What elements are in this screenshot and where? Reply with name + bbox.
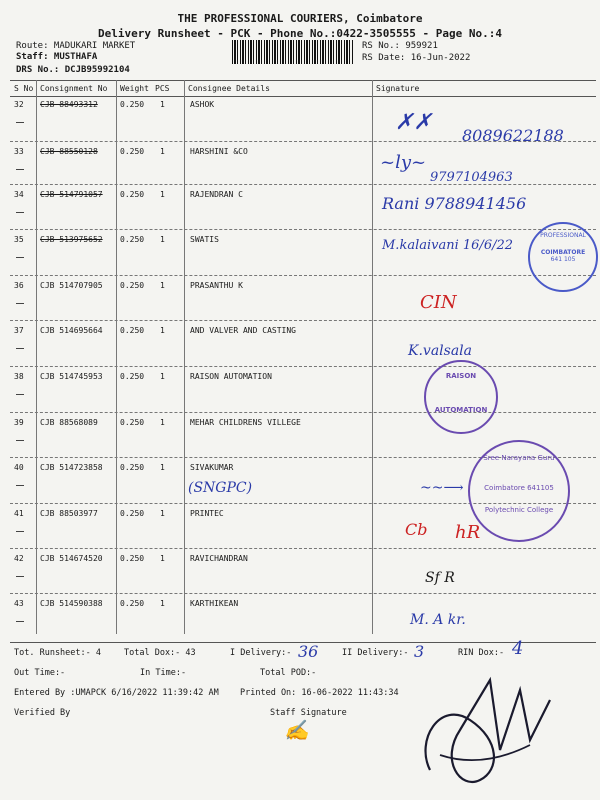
i-delivery-label: I Delivery:-	[230, 648, 292, 658]
college-stamp	[468, 440, 570, 542]
row-pcs: 1	[160, 326, 165, 335]
row-mark	[16, 303, 24, 304]
row-weight: 0.250	[120, 326, 145, 335]
total-dox: Total Dox:- 43	[124, 648, 196, 658]
col-header-pcs: PCS	[155, 84, 170, 93]
col-header-weight: Weight	[120, 84, 149, 93]
row-separator	[10, 229, 596, 230]
row-sno: 40	[14, 463, 24, 472]
row-sno: 33	[14, 147, 24, 156]
stamp-text: Polytechnic College	[484, 506, 554, 514]
row-consignment-no: CJB 514745953	[40, 372, 103, 381]
row-consignee: KARTHIKEAN	[190, 599, 239, 608]
col-header-signature: Signature	[376, 84, 420, 93]
handwritten-note: 9797104963	[430, 170, 513, 185]
out-time: Out Time:-	[14, 668, 66, 678]
row-pcs: 1	[160, 463, 165, 472]
company-title: THE PROFESSIONAL COURIERS, Coimbatore	[177, 12, 423, 25]
row-separator	[10, 593, 596, 594]
row-consignee: HARSHINI &CO	[190, 147, 248, 156]
row-pcs: 1	[160, 281, 165, 290]
i-delivery-value: 36	[298, 642, 319, 661]
col-divider	[36, 80, 37, 634]
row-separator	[10, 366, 596, 367]
stamp-text: Sree Narayana Guru	[483, 454, 555, 462]
table-top-rule	[10, 80, 596, 81]
row-consignee: SWATIS	[190, 235, 219, 244]
row-consignment-no: CJB 514674520	[40, 554, 103, 563]
runsheet-subtitle: Delivery Runsheet - PCK - Phone No.:0422-3505555 - Page No.:4	[98, 27, 502, 40]
row-mark	[16, 348, 24, 349]
row-sno: 36	[14, 281, 24, 290]
row-pcs: 1	[160, 418, 165, 427]
row-mark	[16, 257, 24, 258]
row-pcs: 1	[160, 100, 165, 109]
row-consignee: ASHOK	[190, 100, 215, 109]
handwritten-note: Rani 9788941456	[382, 194, 527, 213]
raison-stamp	[424, 360, 498, 434]
row-consignee: AND VALVER AND CASTING	[190, 326, 296, 335]
row-mark	[16, 531, 24, 532]
handwritten-note: M.kalaivani 16/6/22	[382, 238, 514, 253]
row-mark	[16, 485, 24, 486]
row-consignee: PRINTEC	[190, 509, 224, 518]
row-pcs: 1	[160, 147, 165, 156]
verified-by: Verified By	[14, 708, 71, 718]
row-weight: 0.250	[120, 418, 145, 427]
stamp-text: 641 105	[550, 256, 576, 263]
row-weight: 0.250	[120, 554, 145, 563]
row-mark	[16, 440, 24, 441]
handwritten-note: (SNGPC)	[188, 480, 253, 496]
stamp-text: AUTOMATION	[434, 406, 488, 414]
row-consignee: RAVICHANDRAN	[190, 554, 248, 563]
handwritten-note: K.valsala	[408, 343, 472, 359]
row-sno: 34	[14, 190, 24, 199]
row-pcs: 1	[160, 509, 165, 518]
barcode	[232, 40, 354, 64]
rin-dox-label: RIN Dox:-	[458, 648, 505, 658]
route-label: Route: MADUKARI MARKET	[16, 41, 136, 51]
row-consignment-no: CJB 88568089	[40, 418, 98, 427]
row-mark	[16, 169, 24, 170]
handwritten-note: CIN	[420, 292, 457, 313]
handwritten-note: Sf R	[425, 570, 455, 586]
table-header-rule	[10, 96, 596, 97]
col-divider	[372, 80, 373, 634]
row-separator	[10, 320, 596, 321]
row-separator	[10, 275, 596, 276]
row-consignment-no: CJB 514590388	[40, 599, 103, 608]
row-consignment-no: CJB 88550128	[40, 147, 98, 156]
total-pod: Total POD:-	[260, 668, 317, 678]
row-consignee: MEHAR CHILDRENS VILLEGE	[190, 418, 301, 427]
row-mark	[16, 394, 24, 395]
ii-delivery-value: 3	[414, 642, 425, 661]
entered-by: Entered By :UMAPCK 6/16/2022 11:39:42 AM	[14, 688, 219, 698]
row-consignment-no: CJB 513975652	[40, 235, 103, 244]
total-runsheet: Tot. Runsheet:- 4	[14, 648, 101, 658]
row-consignee: RAJENDRAN C	[190, 190, 243, 199]
row-consignment-no: CJB 514695664	[40, 326, 103, 335]
col-divider	[116, 80, 117, 634]
rs-date: RS Date: 16-Jun-2022	[362, 53, 471, 63]
staff-signature-label: Staff Signature	[270, 708, 347, 718]
col-header-sno: S No	[14, 84, 34, 93]
rs-number: RS No.: 959921	[362, 41, 438, 51]
col-header-consignee: Consignee Details	[188, 84, 270, 93]
row-consignee: PRASANTHU K	[190, 281, 243, 290]
drs-label: DRS No.: DCJB95992104	[16, 65, 130, 75]
row-pcs: 1	[160, 190, 165, 199]
in-time: In Time:-	[140, 668, 187, 678]
handwritten-note: 8089622188	[462, 126, 564, 145]
stamp-text: COIMBATORE	[540, 249, 586, 256]
row-pcs: 1	[160, 554, 165, 563]
row-mark	[16, 576, 24, 577]
row-consignee: SIVAKUMAR	[190, 463, 234, 472]
row-consignment-no: CJB 514723858	[40, 463, 103, 472]
signature-stroke	[426, 680, 550, 782]
row-consignment-no: CJB 88503977	[40, 509, 98, 518]
handwritten-note: hR	[455, 522, 481, 543]
row-weight: 0.250	[120, 372, 145, 381]
row-separator	[10, 548, 596, 549]
row-weight: 0.250	[120, 599, 145, 608]
handwritten-note: M. A kr.	[410, 612, 466, 628]
stamp-text: RAISON	[445, 372, 477, 380]
row-sno: 43	[14, 599, 24, 608]
col-header-consignment: Consignment No	[40, 84, 108, 93]
row-mark	[16, 212, 24, 213]
company-stamp	[528, 222, 598, 292]
col-divider	[184, 80, 185, 634]
ii-delivery-label: II Delivery:-	[342, 648, 409, 658]
rin-dox-value: 4	[512, 638, 524, 659]
row-weight: 0.250	[120, 281, 145, 290]
signature-scribble: ~~⟶	[420, 480, 464, 496]
signature-scribble: ~ly~	[380, 152, 427, 173]
stamp-text: Coimbatore 641105	[484, 484, 554, 492]
row-sno: 38	[14, 372, 24, 381]
staff-signature: ✍	[284, 718, 309, 742]
row-consignee: RAISON AUTOMATION	[190, 372, 272, 381]
printed-on: Printed On: 16-06-2022 11:43:34	[240, 688, 399, 698]
row-sno: 42	[14, 554, 24, 563]
row-weight: 0.250	[120, 235, 145, 244]
row-mark	[16, 122, 24, 123]
row-sno: 41	[14, 509, 24, 518]
row-sno: 39	[14, 418, 24, 427]
large-signature	[410, 660, 560, 790]
stamp-text: PROFESSIONAL	[540, 232, 586, 239]
row-weight: 0.250	[120, 100, 145, 109]
row-weight: 0.250	[120, 190, 145, 199]
row-pcs: 1	[160, 372, 165, 381]
row-consignment-no: CJB 88493312	[40, 100, 98, 109]
row-pcs: 1	[160, 599, 165, 608]
row-sno: 37	[14, 326, 24, 335]
row-sno: 35	[14, 235, 24, 244]
signature-scribble: Cb	[405, 520, 428, 539]
staff-label: Staff: MUSTHAFA	[16, 52, 98, 62]
row-separator	[10, 412, 596, 413]
row-sno: 32	[14, 100, 24, 109]
row-weight: 0.250	[120, 463, 145, 472]
row-mark	[16, 621, 24, 622]
row-weight: 0.250	[120, 147, 145, 156]
row-consignment-no: CJB 514791057	[40, 190, 103, 199]
row-consignment-no: CJB 514707905	[40, 281, 103, 290]
signature-scribble: ✗✗	[395, 110, 432, 135]
row-pcs: 1	[160, 235, 165, 244]
row-weight: 0.250	[120, 509, 145, 518]
